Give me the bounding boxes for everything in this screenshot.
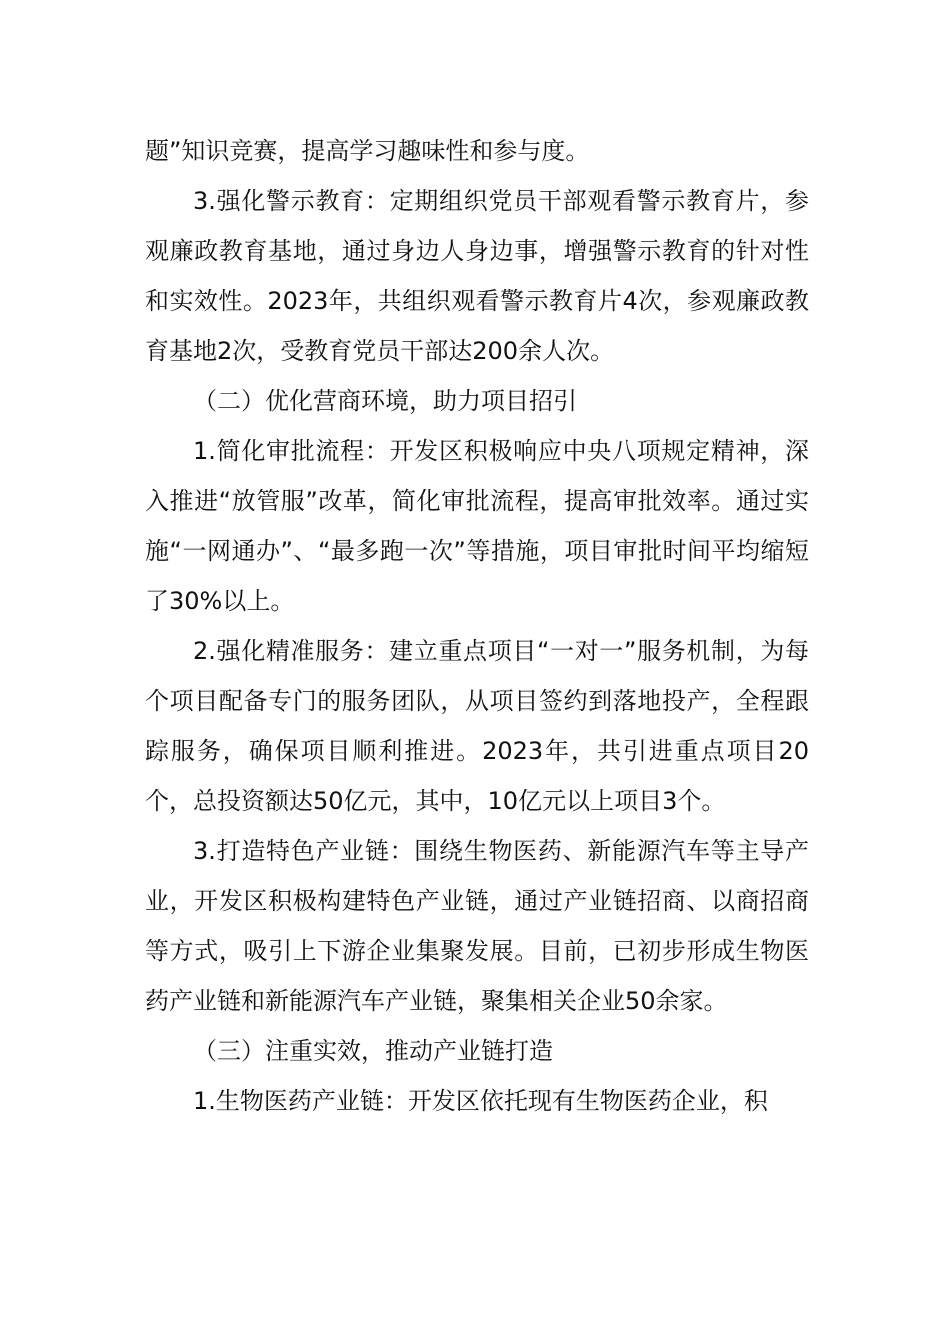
paragraph-industrial-chain: 3.打造特色产业链：围绕生物医药、新能源汽车等主导产业，开发区积极构建特色产业链，通过产业链招商、以商招商等方式，吸引上下游企业集聚发展。目前，已初步形成生物医药产业链和新能源汽车产业链，聚集相关企业50余家。	[145, 837, 809, 1015]
section-heading-business-environment: （二）优化营商环境，助力项目招引	[193, 387, 577, 415]
paragraph-precise-service: 2.强化精准服务：建立重点项目“一对一”服务机制，为每个项目配备专门的服务团队，从项目签约到落地投产，全程跟踪服务，确保项目顺利推进。2023年，共引进重点项目20个，总投资额达50亿元，其中，10亿元以上项目3个。	[145, 637, 809, 815]
paragraph-simplify-approval: 1.简化审批流程：开发区积极响应中央八项规定精神，深入推进“放管服”改革，简化审批流程，提高审批效率。通过实施“一网通办”、“最多跑一次”等措施，项目审批时间平均缩短了30%以上。	[145, 437, 809, 615]
paragraph-biomedicine-chain: 1.生物医药产业链：开发区依托现有生物医药企业，积	[193, 1087, 768, 1115]
document-body	[145, 126, 809, 1126]
section-heading-industrial-chain: （三）注重实效，推动产业链打造	[193, 1037, 553, 1065]
paragraph-continuation: 题”知识竞赛，提高学习趣味性和参与度。	[145, 137, 590, 165]
paragraph-warning-education: 3.强化警示教育：定期组织党员干部观看警示教育片，参观廉政教育基地，通过身边人身边事，增强警示教育的针对性和实效性。2023年，共组织观看警示教育片4次，参观廉政教育基地2次，受教育党员干部达200余人次。	[145, 187, 809, 365]
